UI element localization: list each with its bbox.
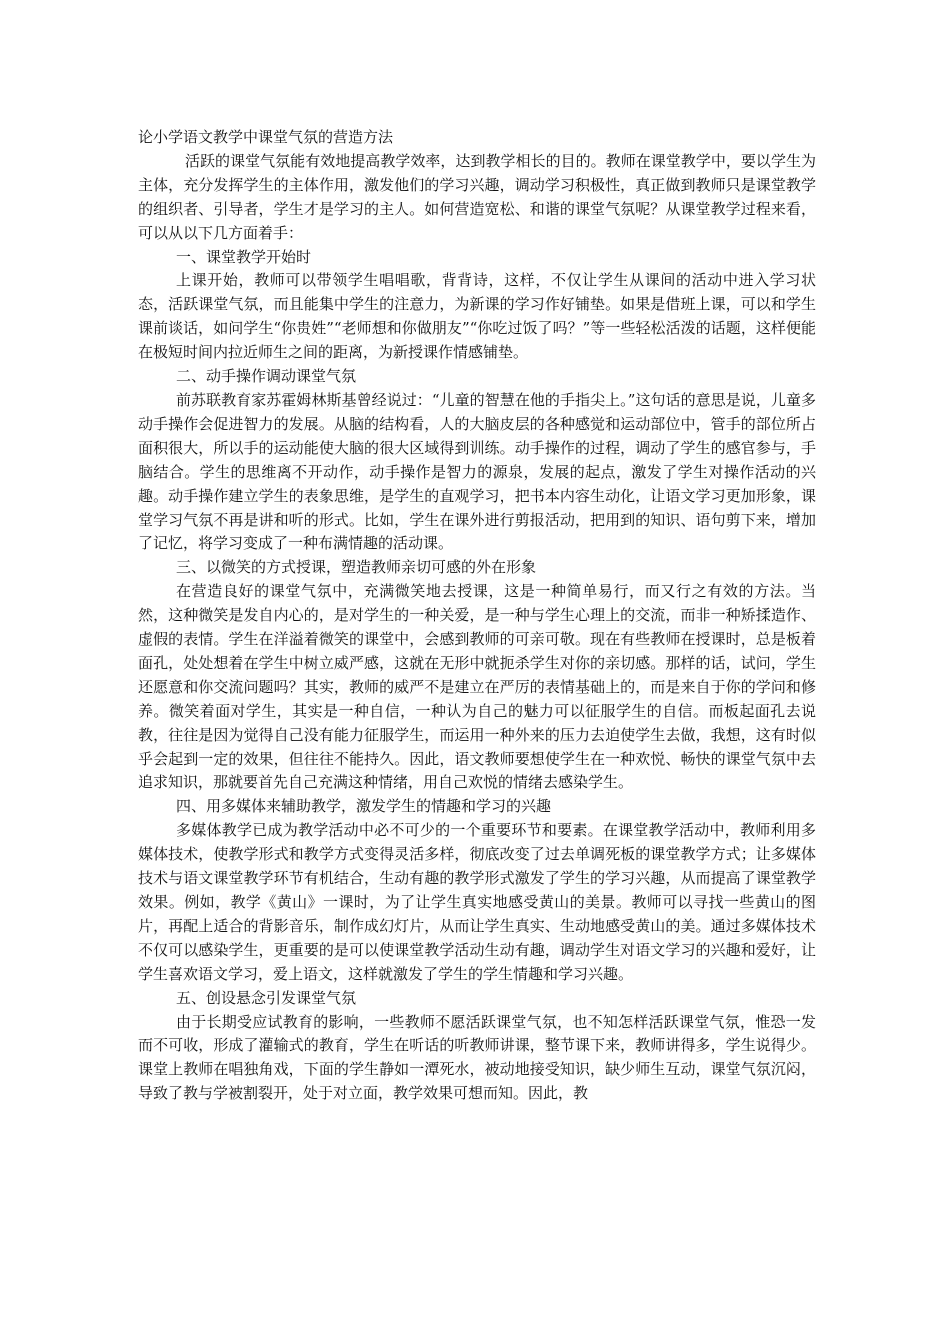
section-4-paragraph: 多媒体教学已成为教学活动中必不可少的一个重要环节和要素。在课堂教学活动中，教师利用多媒体技术，使教学形式和教学方式变得灵活多样，彻底改变了过去单调死板的课堂教学方式；让多媒体技术与语文课堂教学环节有机结合，生动有趣的教学形式激发了学生的学习兴趣，从而提高了课堂教学效果。例如，教学《黄山》一课时，为了让学生真实地感受黄山的美景。教师可以寻找一些黄山的图片，再配上适合的背影音乐，制作成幻灯片，从而让学生真实、生动地感受黄山的美。通过多媒体技术不仅可以感染学生，更重要的是可以使课堂教学活动生动有趣，调动学生对语文学习的兴趣和爱好，让学生喜欢语文学习，爱上语文，这样就激发了学生的学生情趣和学习兴趣。 — [138, 821, 816, 983]
section-2-paragraph: 前苏联教育家苏霍姆林斯基曾经说过：“儿童的智慧在他的手指尖上。”这句话的意思是说，儿童多动手操作会促进智力的发展。从脑的结构看，人的大脑皮层的各种感觉和运动部位中，管手的部位所占面积很大，所以手的运动能使大脑的很大区域得到训练。动手操作的过程，调动了学生的感官参与，手脑结合。学生的思维离不开动作，动手操作是智力的源泉，发展的起点，激发了学生对操作活动的兴趣。动手操作建立学生的表象思维，是学生的直观学习，把书本内容生动化，让语文学习更加形象，课堂学习气氛不再是讲和听的形式。比如，学生在课外进行剪报活动，把用到的知识、语句剪下来，增加了记忆，将学习变成了一种布满情趣的活动课。 — [138, 390, 816, 553]
section-1-paragraph: 上课开始，教师可以带领学生唱唱歌，背背诗，这样，不仅让学生从课间的活动中进入学习状态，活跃课堂气氛，而且能集中学生的注意力，为新课的学习作好铺垫。如果是借班上课，可以和学生课前谈话，如问学生“你贵姓”“老师想和你做朋友”“你吃过饭了吗？”等一些轻松活泼的话题，这样便能在极短时间内拉近师生之间的距离，为新授课作情感铺垫。 — [138, 271, 816, 362]
section-3-heading: 三、以微笑的方式授课，塑造教师亲切可感的外在形象 — [176, 558, 537, 577]
section-5-paragraph: 由于长期受应试教育的影响，一些教师不愿活跃课堂气氛，也不知怎样活跃课堂气氛，惟恐一发而不可收，形成了灌输式的教育，学生在听话的听教师讲课，整节课下来，教师讲得多，学生说得少。课堂上教师在唱独角戏，下面的学生静如一潭死水，被动地接受知识，缺少师生互动，课堂气氛沉闷，导致了教与学被割裂开，处于对立面，教学效果可想而知。因此，教 — [138, 1012, 816, 1103]
document-title: 论小学语文教学中课堂气氛的营造方法 — [138, 128, 394, 146]
section-1-heading: 一、课堂教学开始时 — [176, 247, 312, 266]
section-2-heading: 二、动手操作调动课堂气氛 — [176, 367, 357, 386]
document-body — [138, 126, 816, 1106]
intro-paragraph: 活跃的课堂气氛能有效地提高教学效率，达到教学相长的目的。教师在课堂教学中，要以学生为主体，充分发挥学生的主体作用，激发他们的学习兴趣，调动学习积极性，真正做到教师只是课堂教学的组织者、引导者，学生才是学习的主人。如何营造宽松、和谐的课堂气氛呢？从课堂教学过程来看，可以从以下几方面着手： — [138, 151, 816, 242]
section-3-paragraph: 在营造良好的课堂气氛中，充满微笑地去授课，这是一种简单易行，而又行之有效的方法。当然，这种微笑是发自内心的，是对学生的一种关爱，是一种与学生心理上的交流，而非一种矫揉造作、虚假的表情。学生在洋溢着微笑的课堂中，会感到教师的可亲可敬。现在有些教师在授课时，总是板着面孔，处处想着在学生中树立威严感，这就在无形中就扼杀学生对你的亲切感。那样的话，试问，学生还愿意和你交流问题吗？其实，教师的威严不是建立在严厉的表情基础上的，而是来自于你的学问和修养。微笑着面对学生，其实是一种自信，一种认为自己的魅力可以征服学生的自信。而板起面孔去说教，往往是因为觉得自己没有能力征服学生，而运用一种外来的压力去迫使学生去做，我想，这有时似乎会起到一定的效果，但往往不能持久。因此，语文教师要想使学生在一种欢悦、畅快的课堂气氛中去追求知识，那就要首先自己充满这种情绪，用自己欢悦的情绪去感染学生。 — [138, 582, 816, 792]
section-5-heading: 五、创设悬念引发课堂气氛 — [176, 988, 357, 1007]
section-4-heading: 四、用多媒体来辅助教学，激发学生的情趣和学习的兴趣 — [176, 797, 552, 816]
